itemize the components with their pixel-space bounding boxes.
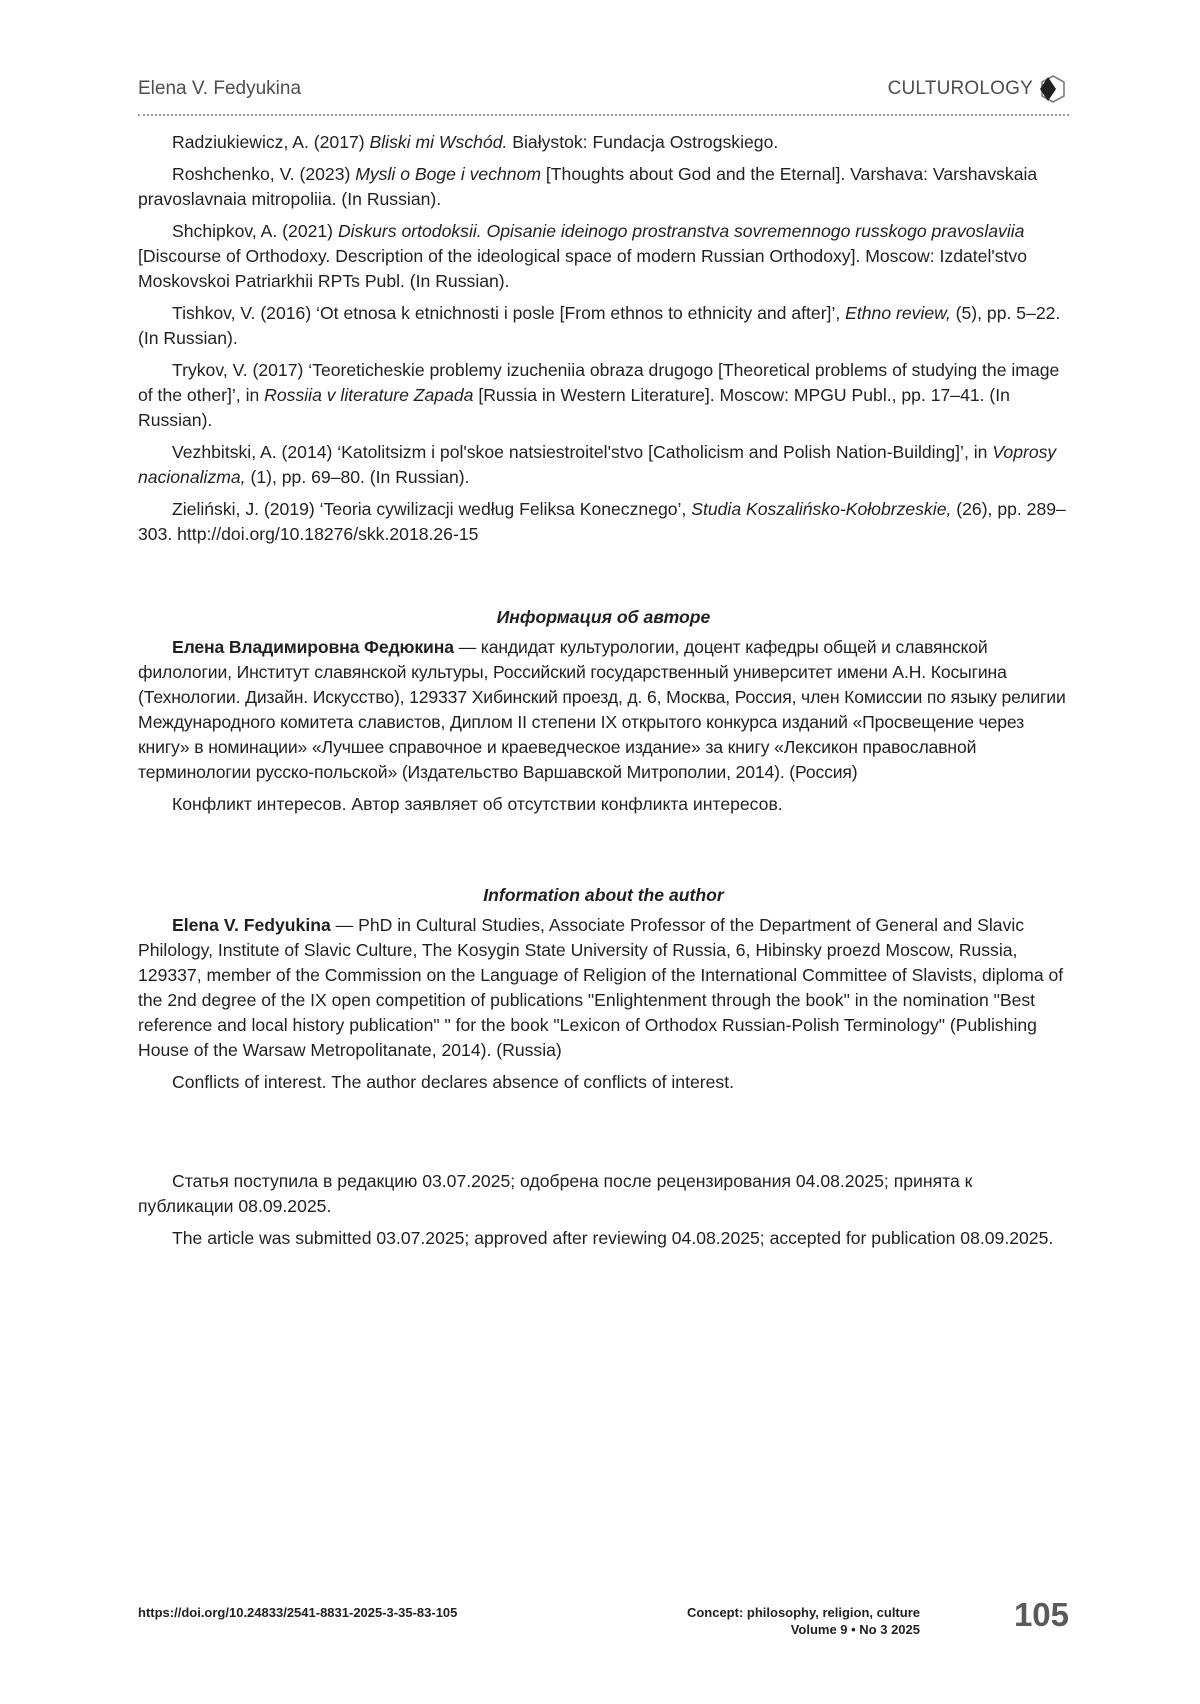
page-content (138, 130, 1069, 1258)
conflict-statement-en: Conflicts of interest. The author declares absence of conflicts of interest. (172, 1072, 734, 1092)
reference-source-title: Rossiia v literature Zapada (264, 385, 474, 405)
page-header (138, 74, 1069, 116)
footer-journal-info (687, 1604, 920, 1638)
article-dates-ru: Статья поступила в редакцию 03.07.2025; одобрена после рецензирования 04.08.2025; принята к публикации 08.09.2025. (138, 1171, 973, 1216)
reference-source-title: Bliski mi Wschód. (369, 132, 508, 152)
author-info-ru-title: Информация об авторе (496, 607, 711, 627)
author-name-ru: Елена Владимировна Федюкина (172, 637, 454, 657)
running-head-author: Elena V. Fedyukina (138, 78, 302, 99)
page-number: 105 (1013, 1596, 1069, 1633)
reference-item: Roshchenko, V. (2023) Mysli o Boge i vechnom [Thoughts about God and the Eternal]. Varshava: Varshavskaia pravoslavnaia mitropoliia. (In Russian). (138, 164, 1038, 209)
reference-list (138, 130, 1069, 547)
article-dates-en: The article was submitted 03.07.2025; approved after reviewing 04.08.2025; accepted for publication 08.09.2025. (172, 1228, 1054, 1248)
author-name-en: Elena V. Fedyukina (172, 915, 331, 935)
reference-source-title: Studia Koszalińsko-Kołobrzeskie, (691, 499, 952, 519)
footer-journal-name: Concept: philosophy, religion, culture (686, 1605, 920, 1620)
reference-item: Tishkov, V. (2016) ‘Ot etnosa k etnichnosti i posle [From ethnos to ethnicity and after]’, Ethno review, (5), pp. 5–22. (In Russian). (138, 303, 1061, 348)
reference-source-title: Diskurs ortodoksii. Opisanie ideinogo prostranstva sovremennogo russkogo pravoslaviia (337, 221, 1025, 241)
footer-volume-issue: Volume 9 • No 3 2025 (790, 1622, 920, 1637)
reference-item: Vezhbitski, A. (2014) ‘Katolitsizm i pol'skoe natsiestroitel'stvo [Catholicism and Polish Nation-Building]’, in Voprosy nacionalizma, (1), pp. 69–80. (In Russian). (138, 442, 1057, 487)
author-info-en (138, 883, 1069, 1095)
running-head-section: CULTUROLOGY (887, 78, 1033, 99)
reference-item: Trykov, V. (2017) ‘Teoreticheskie problemy izucheniia obraza drugogo [Theoretical problems of studying the image of the other]’, in Rossiia v literature Zapada [Russia in Western Literature]. Moscow: MPGU Publ., pp. 17–41. (In Russian). (138, 360, 1060, 430)
article-dates (138, 1169, 1069, 1251)
conflict-statement-ru: Конфликт интересов. Автор заявляет об отсутствии конфликта интересов. (172, 794, 783, 814)
reference-source-title: Voprosy nacionalizma, (138, 442, 1057, 487)
journal-logo-icon (1037, 74, 1069, 104)
reference-item: Shchipkov, A. (2021) Diskurs ortodoksii. Opisanie ideinogo prostranstva sovremennogo russkogo pravoslaviia [Discourse of Orthodoxy. Description of the ideological space of modern Russian Orthodoxy]. Moscow: Izdatel'stvo Moskovskoi Patriarkhii RPTs Publ. (In Russian). (138, 221, 1027, 291)
author-bio-ru: Елена Владимировна Федюкина — кандидат культурологии, доцент кафедры общей и славянской филологии, Институт славянской культуры, Российский государственный университет имени А.Н. Косыгина (Технологии. Дизайн. Искусство), 129337 Хибинский проезд, д. 6, Москва, Россия, член Комиссии по языку религии Международного комитета славистов, Диплом II степени IX открытого конкурса изданий «Просвещение через книгу» в номинации» «Лучшее справочное и краеведческое издание» за книгу «Лексикон православной терминологии русско-польской» (Издательство Варшавской Митрополии, 2014). (Россия) (138, 637, 1066, 782)
reference-item: Radziukiewicz, A. (2017) Bliski mi Wschód. Białystok: Fundacja Ostrogskiego. (172, 132, 779, 152)
footer-doi-link[interactable]: https://doi.org/10.24833/2541-8831-2025-3-35-83-105 (138, 1605, 458, 1620)
author-bio-en: Elena V. Fedyukina — PhD in Cultural Studies, Associate Professor of the Department of General and Slavic Philology, Institute of Slavic Culture, The Kosygin State University of Russia, 6, Hibinsky proezd Moscow, Russia, 129337, member of the Commission on the Language of Religion of the International Committee of Slavists, diploma of the 2nd degree of the IX open competition of publications "Enlightenment through the book" in the nomination "Best reference and local history publication" " for the book "Lexicon of Orthodox Russian-Polish Terminology" (Publishing House of the Warsaw Metropolitanate, 2014). (Russia) (138, 915, 1064, 1060)
reference-source-title: Ethno review, (845, 303, 951, 323)
author-info-en-title: Information about the author (483, 885, 724, 905)
reference-item: Zieliński, J. (2019) ‘Teoria cywilizacji według Feliksa Konecznego’, Studia Koszalińsko-Kołobrzeskie, (26), pp. 289–303. http://doi.org/10.18276/skk.2018.26-15 (138, 499, 1066, 544)
author-info-ru (138, 605, 1069, 817)
reference-source-title: Mysli o Boge i vechnom (355, 164, 542, 184)
